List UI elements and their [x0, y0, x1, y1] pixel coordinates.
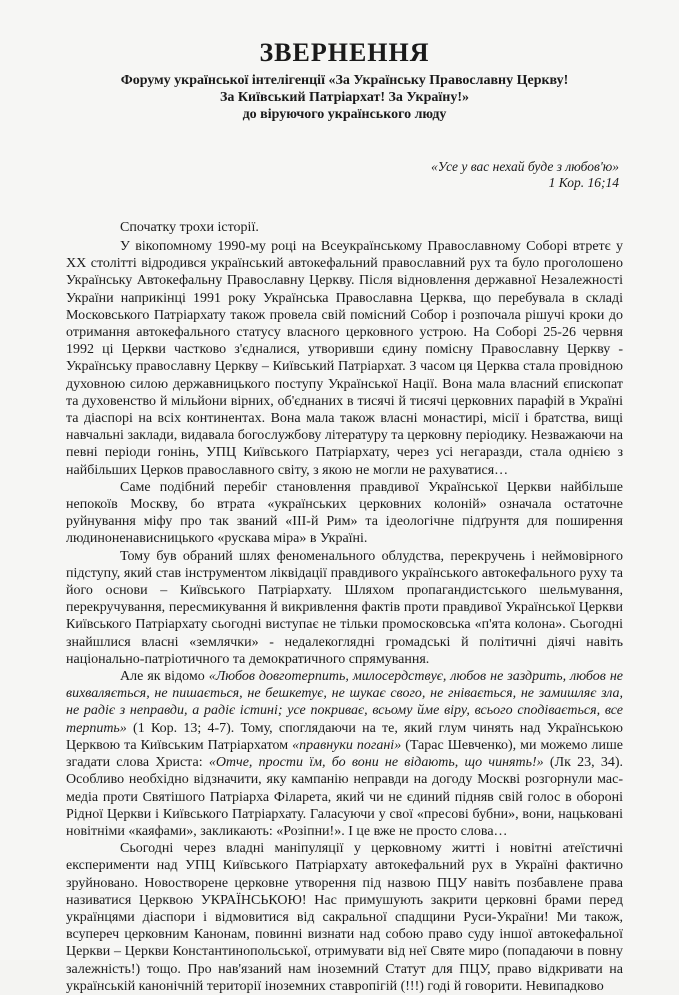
paragraph-text: У вікопомному 1990-му році на Всеукраїнському Православному Соборі втретє у XX столітті відродився український автокефальний православний рух та було проголошено Українську Автокефальну Православну Церкву. Після відновлення державної Незалежності України наприкінці 1991 року Українська Православна Церква, що перебувала в складі Московського Патріархату також провела свій помісний Собор і розпочала рішучі кроки до отримання автокефального статусу власного церковного устрою. На Соборі 25-26 червня 1992 ці Церкви частково з'єдналися, утворивши єдину помісну Православну Церкву - Українську православну Церкву – Київський Патріархат. З часом ця Церква стала провідною духовною силою державницького поступу Української Нації. Вона мала власний єпископат та духовенство й мільйони вірних, об'єднаних в тисячі й тисячі церковних парафій в Україні та діаспорі на всіх континентах. Вона мала також власні монастирі, місії і братства, вищі навчальні заклади, видавала богослужбову літературу та церковну періодику. Незважаючи на певні періоди гонінь, УПЦ Київського Патріархату, через усі негаразди, стала однією з найбільших Церков православного світу, з якою не могли не рахуватися… [66, 239, 623, 478]
paragraph-text: Сьогодні через владні маніпуляції у церковному житті і новітні атеїстичні експерименти над УПЦ Київського Патріархату автокефальний рух в Україні фактично зруйновано. Новостворене церковне утворення під назвою ПЦУ навіть позбавлене права називатися Церквою УКРАЇНСЬКОЮ! Нас примушують закрити церковні брами перед українцями діаспори і відмовитися від сакральної спадщини Руси-України! Ми також, всупереч церковним Канонам, повинні визнати над собою право суду іншої автокефальної Церкви – Церкви Константинопольської, отримувати від неї Святе миро (попадаючи в повну залежність!) тощо. Про нав'язаний нам іноземний Статут для ПЦУ, право відкривати на українській канонічній території іноземних ставропігій (!!!) годі й говорити. Невипадково [66, 841, 623, 994]
paragraph-text: Тому був обраний шлях феноменального облудства, перекручень і неймовірного підступу, який став інструментом ліквідації правдивого українського автокефального руху та його основи – Київського Патріархату. Шляхом пропагандистського шельмування, перекручування, пересмикування й викривлення фактів проти правдивої Української Церкви Київського Патріархату сьогодні виступає не тільки промосковська «п'ята колона». Сьогодні знайшлися власні «землячки» - недалекоглядні громадські й політичні діячі навіть національно-патріотичного та демократичного спрямування. [66, 548, 623, 667]
body-paragraph [66, 840, 623, 995]
paragraph-text: Саме подібний перебіг становлення правдивої Української Церкви найбільше непокоїв Москву, бо втрата «українських церковних колоній» означала остаточне руйнування міфу про так званий «ІІІ-й Рим» та ідеологічне підґрунтя для поширення людиноненависницького «рускава міра» в Україні. [66, 479, 623, 547]
intro-line: Спочатку трохи історії. [120, 220, 259, 235]
document-title: ЗВЕРНЕННЯ [259, 38, 430, 67]
paragraph-text: Але як відомо [120, 669, 209, 685]
body-paragraph [66, 238, 623, 479]
epigraph [66, 159, 623, 191]
epigraph-quote: «Усе у вас нехай буде з любов'ю» [430, 159, 619, 174]
subtitle-line-2: За Київський Патріархат! За Україну!» [219, 90, 470, 105]
italic-quote: «Отче, прости їм, бо вони не відають, що чинять!» [208, 755, 544, 771]
document-body [66, 238, 623, 995]
body-paragraph [66, 548, 623, 668]
paragraph-text: (1 Кор. 13; 4-7). Тому, споглядаючи на те, який глум чинять над Українською Церквою та Київським Патріархатом [66, 720, 623, 753]
paragraph-text: (Тарас Шевченко), ми можемо лише згадати слова Христа: [66, 737, 623, 771]
paragraph-text: (Лк 23, 34). Особливо необхідно відзначити, яку кампанію неправди на догоду Москві розгорнули мас-медіа проти Святішого Патріарха Філарета, який чи не єдиний підняв свій голос в обороні Рідної Церкви і Київського Патріархату. Галасуючи у свої «пресові бубни», вони, нацьковані новітніми «каяфами», закликають: «Розіпни!». І це вже не просто слова… [66, 755, 623, 839]
body-paragraph [66, 479, 623, 548]
subtitle-line-3: до віруючого українського люду [242, 107, 447, 122]
italic-quote: «Любов довготерпить, милосердствує, любов не заздрить, любов не вихваляється, не пишається, не бешкетує, не шукає свого, не гнівається, не замишляє зла, не радіє з неправди, а радіє істині; усе покриває, всьому йме віру, всього сподівається, все терпить» [66, 669, 623, 736]
italic-quote: «правнуки погані» [292, 737, 402, 753]
body-paragraph [66, 668, 623, 840]
subtitle-line-1: Форуму української інтелігенції «За Українську Православну Церкву! [120, 73, 569, 88]
epigraph-reference: 1 Кор. 16;14 [548, 175, 619, 190]
